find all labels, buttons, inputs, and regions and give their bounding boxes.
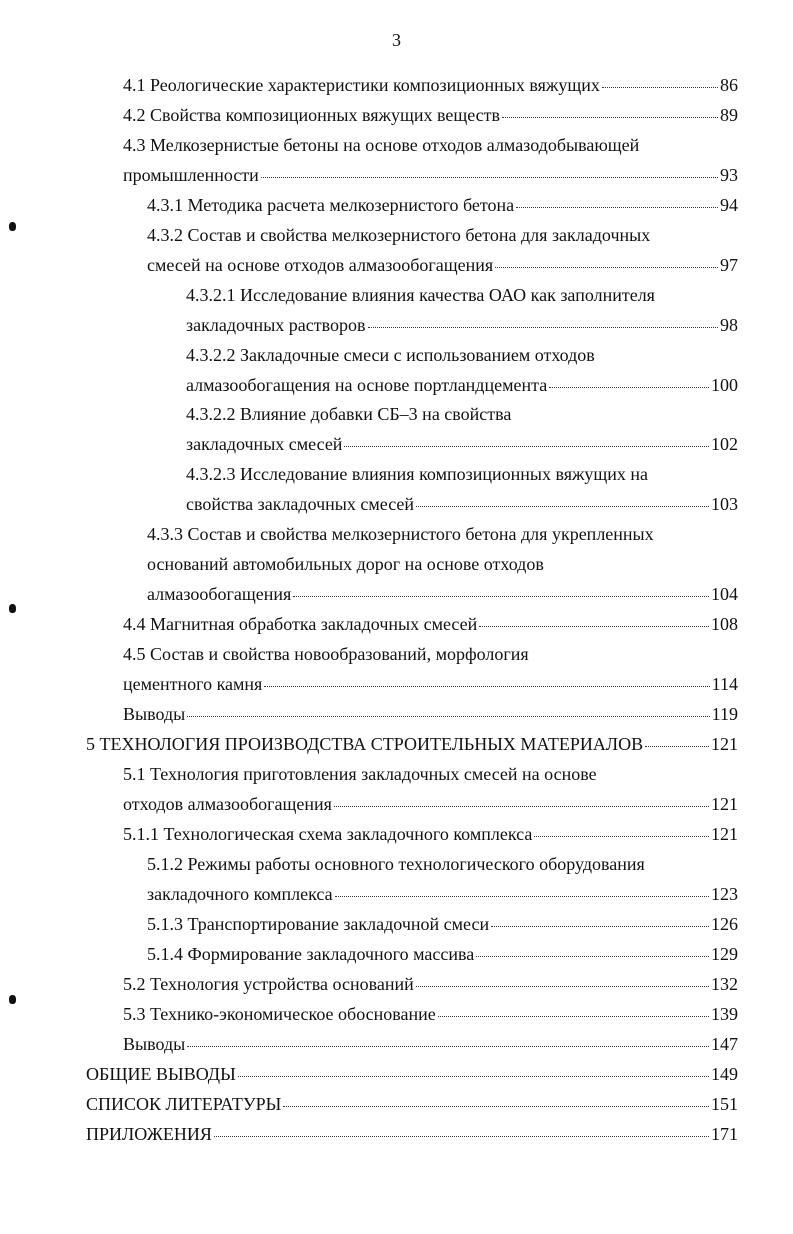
toc-entry-title: 5.3 Технико-экономическое обоснование bbox=[123, 1004, 436, 1024]
toc-entry-4-5-line-1: 4.5 Состав и свойства новообразований, морфология bbox=[123, 644, 529, 664]
toc-entry-conclusions-4 bbox=[123, 702, 738, 726]
dot-leader bbox=[516, 207, 718, 208]
toc-entry-page: 114 bbox=[711, 674, 738, 694]
toc-entry-page: 121 bbox=[711, 794, 738, 814]
toc-entry-page: 123 bbox=[711, 884, 738, 904]
toc-entry-4-2 bbox=[123, 103, 738, 127]
page-number: 3 bbox=[392, 30, 401, 50]
binder-hole-mark bbox=[9, 222, 16, 231]
dot-leader bbox=[645, 746, 709, 747]
toc-entry-general-conclusions bbox=[86, 1062, 738, 1086]
toc-entry-title: 5.1.4 Формирование закладочного массива bbox=[147, 944, 475, 964]
toc-entry-title: 5.2 Технология устройства оснований bbox=[123, 974, 414, 994]
toc-entry-4-4 bbox=[123, 612, 738, 636]
dot-leader bbox=[602, 87, 718, 88]
toc-entry-4-3-2-1 bbox=[186, 313, 738, 337]
toc-entry-4-3-2 bbox=[147, 253, 738, 277]
toc-entry-title: Выводы bbox=[123, 1034, 186, 1054]
toc-entry-page: 126 bbox=[711, 914, 738, 934]
dot-leader bbox=[549, 387, 709, 388]
toc-entry-4-5 bbox=[123, 672, 738, 696]
toc-entry-5-1-2 bbox=[147, 882, 738, 906]
toc-entry-page: 121 bbox=[711, 824, 738, 844]
toc-entry-5-1-2-line-1: 5.1.2 Режимы работы основного технологического оборудования bbox=[147, 854, 645, 874]
toc-entry-page: 151 bbox=[711, 1094, 738, 1114]
dot-leader bbox=[264, 686, 709, 687]
toc-entry-title: отходов алмазообогащения bbox=[123, 794, 332, 814]
dot-leader bbox=[293, 596, 709, 597]
toc-entry-5-1-1 bbox=[123, 822, 738, 846]
toc-entry-4-3-2-2 bbox=[186, 373, 738, 397]
toc-entry-5-1-4 bbox=[147, 942, 738, 966]
toc-entry-page: 119 bbox=[711, 704, 738, 724]
dot-leader bbox=[261, 177, 718, 178]
toc-entry-4-3-line-1: 4.3 Мелкозернистые бетоны на основе отходов алмазодобывающей bbox=[123, 135, 640, 155]
dot-leader bbox=[283, 1106, 709, 1107]
toc-entry-title: 5.1.1 Технологическая схема закладочного комплекса bbox=[123, 824, 533, 844]
toc-entry-page: 93 bbox=[720, 165, 738, 185]
toc-entry-4-3-3-line-1: 4.3.3 Состав и свойства мелкозернистого бетона для укрепленных bbox=[147, 524, 654, 544]
toc-entry-title: свойства закладочных смесей bbox=[186, 494, 415, 514]
toc-entry-4-3-2-3-line-1: 4.3.2.3 Исследование влияния композиционных вяжущих на bbox=[186, 464, 649, 484]
dot-leader bbox=[502, 117, 718, 118]
dot-leader bbox=[335, 896, 709, 897]
toc-entry-title: цементного камня bbox=[123, 674, 263, 694]
toc-entry-page: 89 bbox=[720, 105, 738, 125]
toc-entry-title: 4.3.1 Методика расчета мелкозернистого бетона bbox=[147, 195, 515, 215]
toc-entry-page: 139 bbox=[711, 1004, 738, 1024]
dot-leader bbox=[438, 1016, 709, 1017]
dot-leader bbox=[344, 446, 709, 447]
toc-entry-title: ПРИЛОЖЕНИЯ bbox=[86, 1124, 212, 1144]
toc-entry-4-3-3-line-2: оснований автомобильных дорог на основе отходов bbox=[147, 554, 544, 574]
dot-leader bbox=[479, 626, 709, 627]
toc-entry-page: 171 bbox=[711, 1124, 738, 1144]
toc-entry-4-3-3 bbox=[147, 582, 738, 606]
dot-leader bbox=[334, 806, 709, 807]
toc-entry-page: 108 bbox=[711, 614, 738, 634]
toc-entry-title: ОБЩИЕ ВЫВОДЫ bbox=[86, 1064, 236, 1084]
toc-entry-page: 147 bbox=[711, 1034, 738, 1054]
toc-entry-4-3-2-1-line-1: 4.3.2.1 Исследование влияния качества ОАО как заполнителя bbox=[186, 285, 655, 305]
toc-entry-page: 102 bbox=[711, 434, 738, 454]
toc-entry-title: 4.1 Реологические характеристики композиционных вяжущих bbox=[123, 75, 600, 95]
toc-entry-4-3-2-3 bbox=[186, 492, 738, 516]
toc-entry-page: 149 bbox=[711, 1064, 738, 1084]
toc-entry-title: закладочных растворов bbox=[186, 315, 366, 335]
toc-entry-4-3-2-2b bbox=[186, 432, 738, 456]
toc-entry-chapter-5 bbox=[86, 732, 738, 756]
toc-entry-4-3-2-2b-line-1: 4.3.2.2 Влияние добавки СБ–3 на свойства bbox=[186, 404, 512, 424]
toc-entry-5-1 bbox=[123, 792, 738, 816]
toc-entry-4-3-2-2-line-1: 4.3.2.2 Закладочные смеси с использованием отходов bbox=[186, 345, 595, 365]
toc-entry-4-3-2-line-1: 4.3.2 Состав и свойства мелкозернистого бетона для закладочных bbox=[147, 225, 651, 245]
dot-leader bbox=[368, 327, 718, 328]
toc-entry-5-1-line-1: 5.1 Технология приготовления закладочных смесей на основе bbox=[123, 764, 597, 784]
toc-entry-page: 103 bbox=[711, 494, 738, 514]
toc-entry-page: 86 bbox=[720, 75, 738, 95]
dot-leader bbox=[187, 716, 709, 717]
toc-entry-page: 121 bbox=[711, 734, 738, 754]
toc-entry-title: алмазообогащения на основе портландцемента bbox=[186, 375, 548, 395]
dot-leader bbox=[491, 926, 709, 927]
dot-leader bbox=[416, 986, 709, 987]
toc-entry-page: 97 bbox=[720, 255, 738, 275]
toc-entry-conclusions-5 bbox=[123, 1032, 738, 1056]
toc-entry-page: 94 bbox=[720, 195, 738, 215]
toc-entry-references bbox=[86, 1092, 738, 1116]
dot-leader bbox=[476, 956, 709, 957]
toc-entry-page: 104 bbox=[711, 584, 738, 604]
dot-leader bbox=[187, 1046, 709, 1047]
dot-leader bbox=[416, 506, 709, 507]
toc-entry-page: 100 bbox=[711, 375, 738, 395]
toc-entry-4-3-1 bbox=[147, 193, 738, 217]
toc-entry-title: Выводы bbox=[123, 704, 186, 724]
toc-entry-title: смесей на основе отходов алмазообогащения bbox=[147, 255, 494, 275]
toc-entry-page: 129 bbox=[711, 944, 738, 964]
dot-leader bbox=[495, 267, 718, 268]
toc-entry-appendices bbox=[86, 1122, 738, 1146]
dot-leader bbox=[238, 1076, 709, 1077]
toc-entry-5-3 bbox=[123, 1002, 738, 1026]
toc-entry-page: 98 bbox=[720, 315, 738, 335]
toc-entry-title: 5 ТЕХНОЛОГИЯ ПРОИЗВОДСТВА СТРОИТЕЛЬНЫХ МАТЕРИАЛОВ bbox=[86, 734, 644, 754]
dot-leader bbox=[214, 1136, 709, 1137]
toc-entry-page: 132 bbox=[711, 974, 738, 994]
binder-hole-mark bbox=[9, 995, 16, 1004]
toc-entry-title: 4.2 Свойства композиционных вяжущих веществ bbox=[123, 105, 501, 125]
toc-entry-title: 5.1.3 Транспортирование закладочной смеси bbox=[147, 914, 490, 934]
dot-leader bbox=[534, 836, 709, 837]
toc-entry-title: 4.4 Магнитная обработка закладочных смесей bbox=[123, 614, 478, 634]
binder-hole-mark bbox=[9, 604, 16, 613]
toc-entry-4-3 bbox=[123, 163, 738, 187]
toc-entry-title: закладочного комплекса bbox=[147, 884, 333, 904]
toc-entry-5-2 bbox=[123, 972, 738, 996]
toc-entry-title: промышленности bbox=[123, 165, 259, 185]
toc-entry-5-1-3 bbox=[147, 912, 738, 936]
toc-entry-title: СПИСОК ЛИТЕРАТУРЫ bbox=[86, 1094, 282, 1114]
toc-entry-title: закладочных смесей bbox=[186, 434, 343, 454]
toc-entry-title: алмазообогащения bbox=[147, 584, 292, 604]
